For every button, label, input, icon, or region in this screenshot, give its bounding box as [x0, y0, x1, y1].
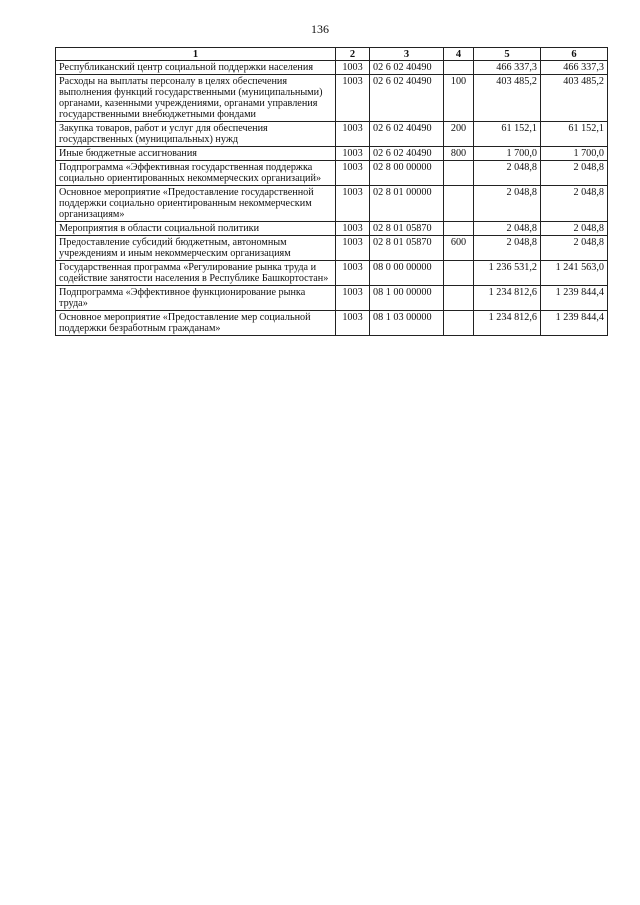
row-value-6: 61 152,1 [541, 122, 608, 147]
row-section: 1003 [336, 222, 370, 236]
row-name: Основное мероприятие «Предоставление мер социальной поддержки безработным гражданам» [56, 311, 336, 336]
row-name: Расходы на выплаты персоналу в целях обеспечения выполнения функций государственными (муниципальными) органами, казенными учреждениями, органами управления государственными внебюджетными фондами [56, 75, 336, 122]
row-type: 200 [444, 122, 474, 147]
page-number: 136 [311, 22, 329, 36]
column-header-3: 3 [370, 48, 444, 61]
row-code: 02 8 01 05870 [370, 222, 444, 236]
row-value-5: 2 048,8 [474, 186, 541, 222]
row-code: 08 1 00 00000 [370, 286, 444, 311]
row-value-5: 61 152,1 [474, 122, 541, 147]
row-type [444, 186, 474, 222]
row-value-5: 2 048,8 [474, 161, 541, 186]
row-value-5: 2 048,8 [474, 236, 541, 261]
row-type [444, 311, 474, 336]
row-section: 1003 [336, 311, 370, 336]
row-type [444, 261, 474, 286]
row-section: 1003 [336, 286, 370, 311]
row-type [444, 61, 474, 75]
table-row [56, 311, 608, 336]
table-row [56, 61, 608, 75]
budget-table [55, 47, 608, 336]
row-name: Подпрограмма «Эффективная государственная поддержка социально ориентированных некоммерческих организаций» [56, 161, 336, 186]
row-value-6: 2 048,8 [541, 222, 608, 236]
row-value-6: 1 239 844,4 [541, 286, 608, 311]
row-value-5: 1 236 531,2 [474, 261, 541, 286]
row-code: 02 6 02 40490 [370, 122, 444, 147]
row-name: Мероприятия в области социальной политики [56, 222, 336, 236]
row-value-6: 1 700,0 [541, 147, 608, 161]
row-section: 1003 [336, 261, 370, 286]
row-value-6: 2 048,8 [541, 161, 608, 186]
row-value-5: 403 485,2 [474, 75, 541, 122]
row-value-5: 466 337,3 [474, 61, 541, 75]
row-value-6: 1 241 563,0 [541, 261, 608, 286]
row-type: 100 [444, 75, 474, 122]
row-name: Республиканский центр социальной поддержки населения [56, 61, 336, 75]
row-code: 02 6 02 40490 [370, 147, 444, 161]
column-header-5: 5 [474, 48, 541, 61]
table-row [56, 186, 608, 222]
row-type: 800 [444, 147, 474, 161]
row-value-5: 1 234 812,6 [474, 286, 541, 311]
row-section: 1003 [336, 186, 370, 222]
row-code: 02 6 02 40490 [370, 75, 444, 122]
row-value-5: 1 700,0 [474, 147, 541, 161]
row-value-6: 466 337,3 [541, 61, 608, 75]
column-header-6: 6 [541, 48, 608, 61]
row-section: 1003 [336, 61, 370, 75]
table-row [56, 261, 608, 286]
row-type: 600 [444, 236, 474, 261]
row-code: 02 8 00 00000 [370, 161, 444, 186]
table-row [56, 161, 608, 186]
column-header-4: 4 [444, 48, 474, 61]
row-section: 1003 [336, 147, 370, 161]
row-type [444, 286, 474, 311]
row-section: 1003 [336, 161, 370, 186]
table-row [56, 122, 608, 147]
row-code: 02 8 01 05870 [370, 236, 444, 261]
table-row [56, 286, 608, 311]
table-row [56, 236, 608, 261]
row-value-6: 2 048,8 [541, 236, 608, 261]
table-row [56, 75, 608, 122]
row-type [444, 161, 474, 186]
table-row [56, 147, 608, 161]
row-name: Иные бюджетные ассигнования [56, 147, 336, 161]
row-name: Государственная программа «Регулирование рынка труда и содействие занятости населения в Республике Башкортостан» [56, 261, 336, 286]
row-name: Предоставление субсидий бюджетным, автономным учреждениям и иным некоммерческим организациям [56, 236, 336, 261]
column-header-1: 1 [56, 48, 336, 61]
row-section: 1003 [336, 122, 370, 147]
row-name: Подпрограмма «Эффективное функционирование рынка труда» [56, 286, 336, 311]
row-value-6: 2 048,8 [541, 186, 608, 222]
row-code: 02 8 01 00000 [370, 186, 444, 222]
row-value-5: 2 048,8 [474, 222, 541, 236]
table-row [56, 222, 608, 236]
row-section: 1003 [336, 75, 370, 122]
row-section: 1003 [336, 236, 370, 261]
column-header-2: 2 [336, 48, 370, 61]
row-name: Основное мероприятие «Предоставление государственной поддержки социально ориентированным некоммерческим организациям» [56, 186, 336, 222]
row-name: Закупка товаров, работ и услуг для обеспечения государственных (муниципальных) нужд [56, 122, 336, 147]
row-code: 08 0 00 00000 [370, 261, 444, 286]
row-value-6: 1 239 844,4 [541, 311, 608, 336]
row-code: 08 1 03 00000 [370, 311, 444, 336]
row-code: 02 6 02 40490 [370, 61, 444, 75]
row-value-6: 403 485,2 [541, 75, 608, 122]
row-type [444, 222, 474, 236]
row-value-5: 1 234 812,6 [474, 311, 541, 336]
table-header-row [56, 48, 608, 61]
